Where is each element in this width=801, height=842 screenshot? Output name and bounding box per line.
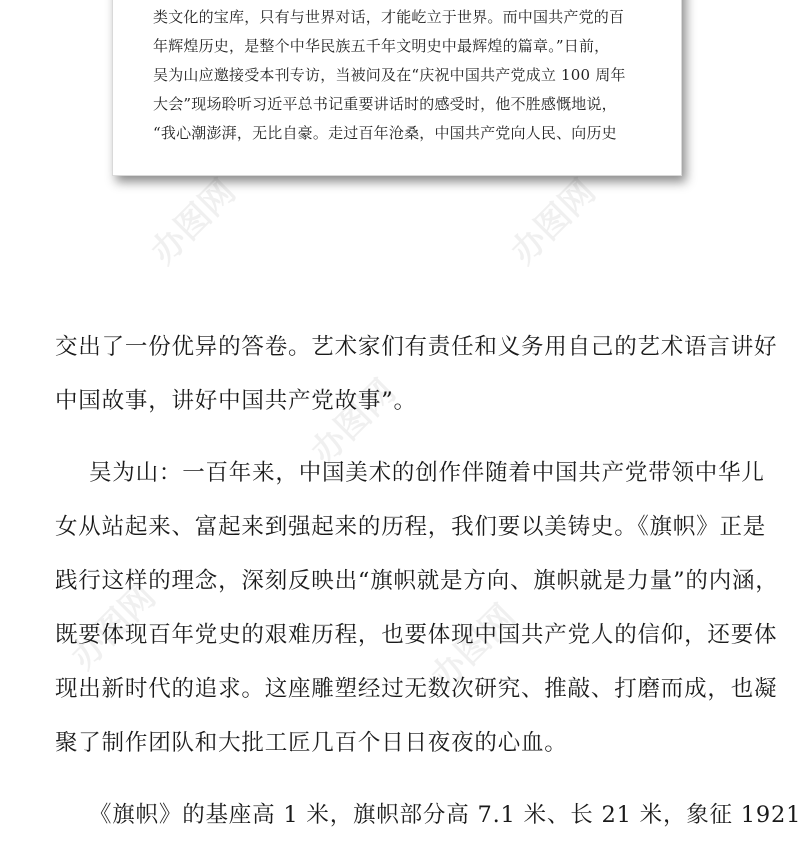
watermark: 办图网 (503, 171, 604, 273)
watermark: 办图网 (63, 576, 164, 678)
body-line: 既要体现百年党史的艰难历程，也要体现中国共产党人的信仰，还要体 (55, 622, 778, 648)
excerpt-line: “我心潮澎湃，无比自豪。走过百年沧桑，中国共产党向人民、向历史 (153, 124, 617, 142)
body-line: 践行这样的理念，深刻反映出“旗帜就是方向、旗帜就是力量”的内涵， (55, 568, 779, 594)
body-line: 交出了一份优异的答卷。艺术家们有责任和义务用自己的艺术语言讲好 (55, 334, 778, 360)
body-line: 聚了制作团队和大批工匠几百个日日夜夜的心血。 (55, 730, 568, 756)
quoted-excerpt-card (112, 0, 682, 176)
excerpt-line: 类文化的宝库，只有与世界对话，才能屹立于世界。而中国共产党的百 (153, 8, 625, 26)
body-line: 现出新时代的追求。这座雕塑经过无数次研究、推敲、打磨而成，也凝 (55, 676, 778, 702)
watermark: 办图网 (303, 371, 404, 473)
body-line: 女从站起来、富起来到强起来的历程，我们要以美铸史。《旗帜》正是 (55, 514, 767, 540)
excerpt-line: 吴为山应邀接受本刊专访，当被问及在“庆祝中国共产党成立 100 周年 (153, 66, 626, 84)
watermark: 办图网 (423, 596, 524, 698)
excerpt-line: 年辉煌历史，是整个中华民族五千年文明史中最辉煌的篇章。”日前， (153, 37, 610, 55)
excerpt-line: 大会”现场聆听习近平总书记重要讲话时的感受时，他不胜感慨地说， (153, 95, 617, 113)
watermark: 办图网 (143, 171, 244, 273)
body-line: 中国故事，讲好中国共产党故事”。 (55, 388, 417, 414)
paragraph-first-line: 《旗帜》的基座高 1 米，旗帜部分高 7.1 米、长 21 米，象征 1921 (89, 802, 801, 828)
article-body (55, 320, 801, 842)
paragraph-first-line: 吴为山：一百年来，中国美术的创作伴随着中国共产党带领中华儿 (89, 460, 765, 486)
